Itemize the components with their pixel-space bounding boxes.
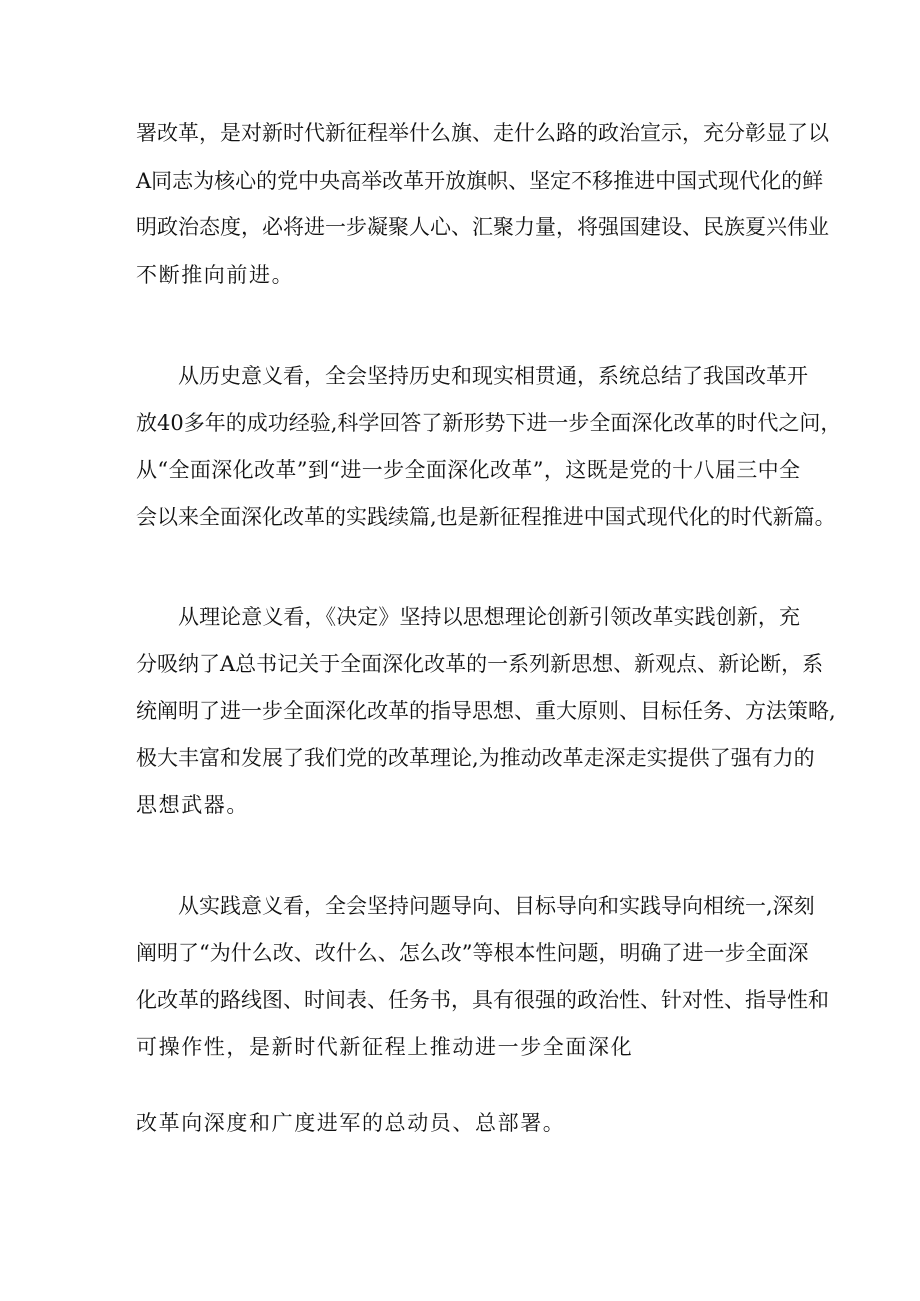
text-line: 可操作性，是新时代新征程上推动进一步全面深化 [136, 1035, 634, 1059]
text-line: 从实践意义看，全会坚持问题导向、目标导向和实践导向相统一,深刻 [178, 894, 815, 918]
text-line: 从历史意义看，全会坚持历史和现实相贯通，系统总结了我国改革开 [178, 364, 808, 388]
text-line: 分吸纳了A总书记关于全面深化改革的一系列新思想、新观点、新论断，系 [136, 652, 824, 676]
text-line: 明政治态度，必将进一步凝聚人心、汇聚力量，将强国建设、民族夏兴伟业 [136, 215, 829, 239]
text-line: 改革向深度和广度进军的总动员、总部署。 [136, 1111, 566, 1135]
text-line: 化改革的路线图、时间表、任务书，具有很强的政治性、针对性、指导性和 [136, 988, 829, 1012]
text-line: 极大丰富和发展了我们党的改革理论,为推动改革走深走实提供了强有力的 [136, 746, 815, 770]
text-line: 署改革，是对新时代新征程举什么旗、走什么路的政治宣示，充分彰显了以 [136, 121, 829, 145]
text-line: A同志为核心的党中央高举改革开放旗帜、坚定不移推进中国式现代化的鲜 [136, 169, 824, 193]
text-line: 阐明了“为什么改、改什么、怎么改”等根本性问题，明确了进一步全面深 [136, 941, 809, 965]
text-line: 统阐明了进一步全面深化改革的指导思想、重大原则、目标任务、方法策略, [136, 699, 836, 723]
text-line: 会以来全面深化改革的实践续篇,也是新征程推进中国式现代化的时代新篇。 [136, 505, 836, 529]
text-line: 从“全面深化改革”到“进一步全面深化改革”，这既是党的十八届三中全 [136, 458, 800, 482]
text-line: 从理论意义看，《决定》坚持以思想理论创新引领改革实践创新，充 [178, 605, 800, 629]
text-line: 思想武器。 [136, 793, 249, 817]
text-line: 放40多年的成功经验,科学回答了新形势下进一步全面深化改革的时代之问， [136, 411, 842, 435]
text-line: 不断推向前进。 [136, 263, 295, 287]
